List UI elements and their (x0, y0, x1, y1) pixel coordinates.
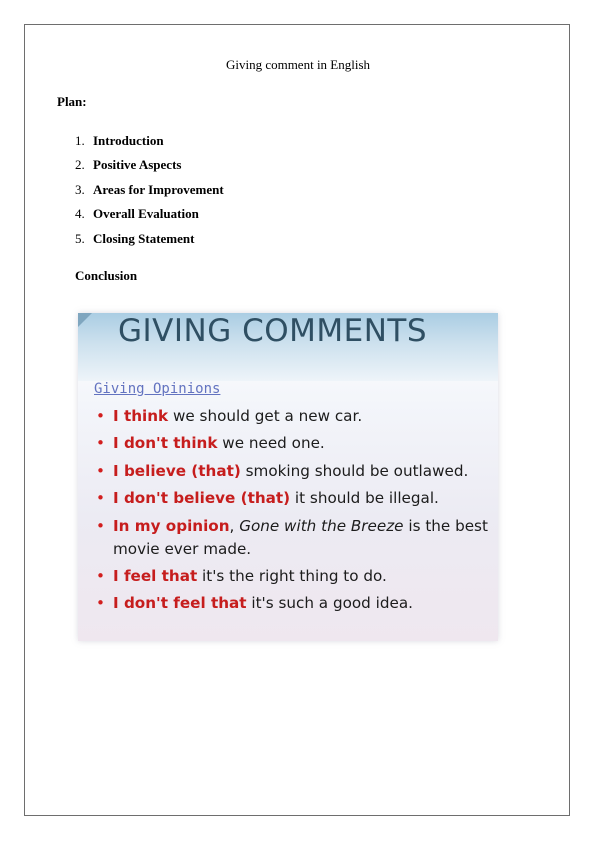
opinion-example: it's such a good idea. (246, 594, 413, 613)
document-title: Giving comment in English (225, 57, 371, 72)
opinion-phrase: I feel that (113, 566, 198, 585)
opinion-example: we should get a new car. (168, 407, 363, 425)
opinion-separator: , (229, 516, 240, 535)
bullet-icon: • (96, 566, 105, 585)
opinion-phrase: I don't feel that (113, 594, 247, 613)
bullet-icon: • (96, 489, 105, 508)
card-subtitle: Giving Opinions (94, 381, 221, 397)
opinion-item (96, 565, 498, 588)
plan-item-text: Closing Statement (93, 230, 195, 246)
opinion-item (96, 405, 498, 428)
bullet-icon: • (96, 516, 105, 535)
opinion-phrase: I don't think (113, 434, 218, 453)
plan-item (75, 133, 224, 157)
bullet-icon: • (96, 407, 105, 425)
plan-item-number: 4. (75, 206, 85, 222)
opinion-list (96, 405, 498, 620)
plan-item-text: Areas for Improvement (93, 181, 224, 197)
opinion-item (96, 515, 498, 561)
opinion-example: it should be illegal. (290, 489, 439, 508)
plan-item-number: 3. (75, 181, 85, 197)
plan-label: Plan: (57, 94, 87, 109)
conclusion-heading: Conclusion (75, 268, 138, 283)
bullet-icon: • (96, 594, 105, 613)
movie-title: Gone with the Breeze (239, 516, 404, 535)
plan-item-text: Positive Aspects (93, 157, 182, 173)
plan-list (75, 133, 224, 255)
plan-item-number: 2. (75, 157, 85, 173)
opinion-phrase: In my opinion (113, 516, 230, 535)
opinion-item (96, 460, 498, 483)
plan-item-number: 5. (75, 230, 85, 246)
plan-item (75, 182, 224, 206)
opinion-example: is the best movie ever made. (113, 516, 488, 558)
plan-item-text: Overall Evaluation (93, 206, 199, 222)
bullet-icon: • (96, 434, 105, 453)
opinion-item (96, 592, 498, 615)
opinion-phrase: I don't believe (that) (113, 489, 291, 508)
giving-comments-image (78, 313, 498, 641)
opinion-example: it's the right thing to do. (197, 566, 387, 585)
opinion-example: we need one. (217, 434, 325, 453)
opinion-example: smoking should be outlawed. (240, 461, 469, 480)
opinion-item (96, 432, 498, 455)
opinion-item (96, 487, 498, 510)
opinion-phrase: I think (113, 407, 169, 425)
bullet-icon: • (96, 461, 105, 480)
plan-item-number: 1. (75, 133, 85, 148)
opinion-phrase: I believe (that) (113, 461, 241, 480)
plan-item (75, 231, 224, 255)
plan-item (75, 206, 224, 230)
plan-item-text: Introduction (93, 133, 164, 148)
plan-item (75, 157, 224, 181)
card-title: GIVING COMMENTS (118, 313, 428, 349)
